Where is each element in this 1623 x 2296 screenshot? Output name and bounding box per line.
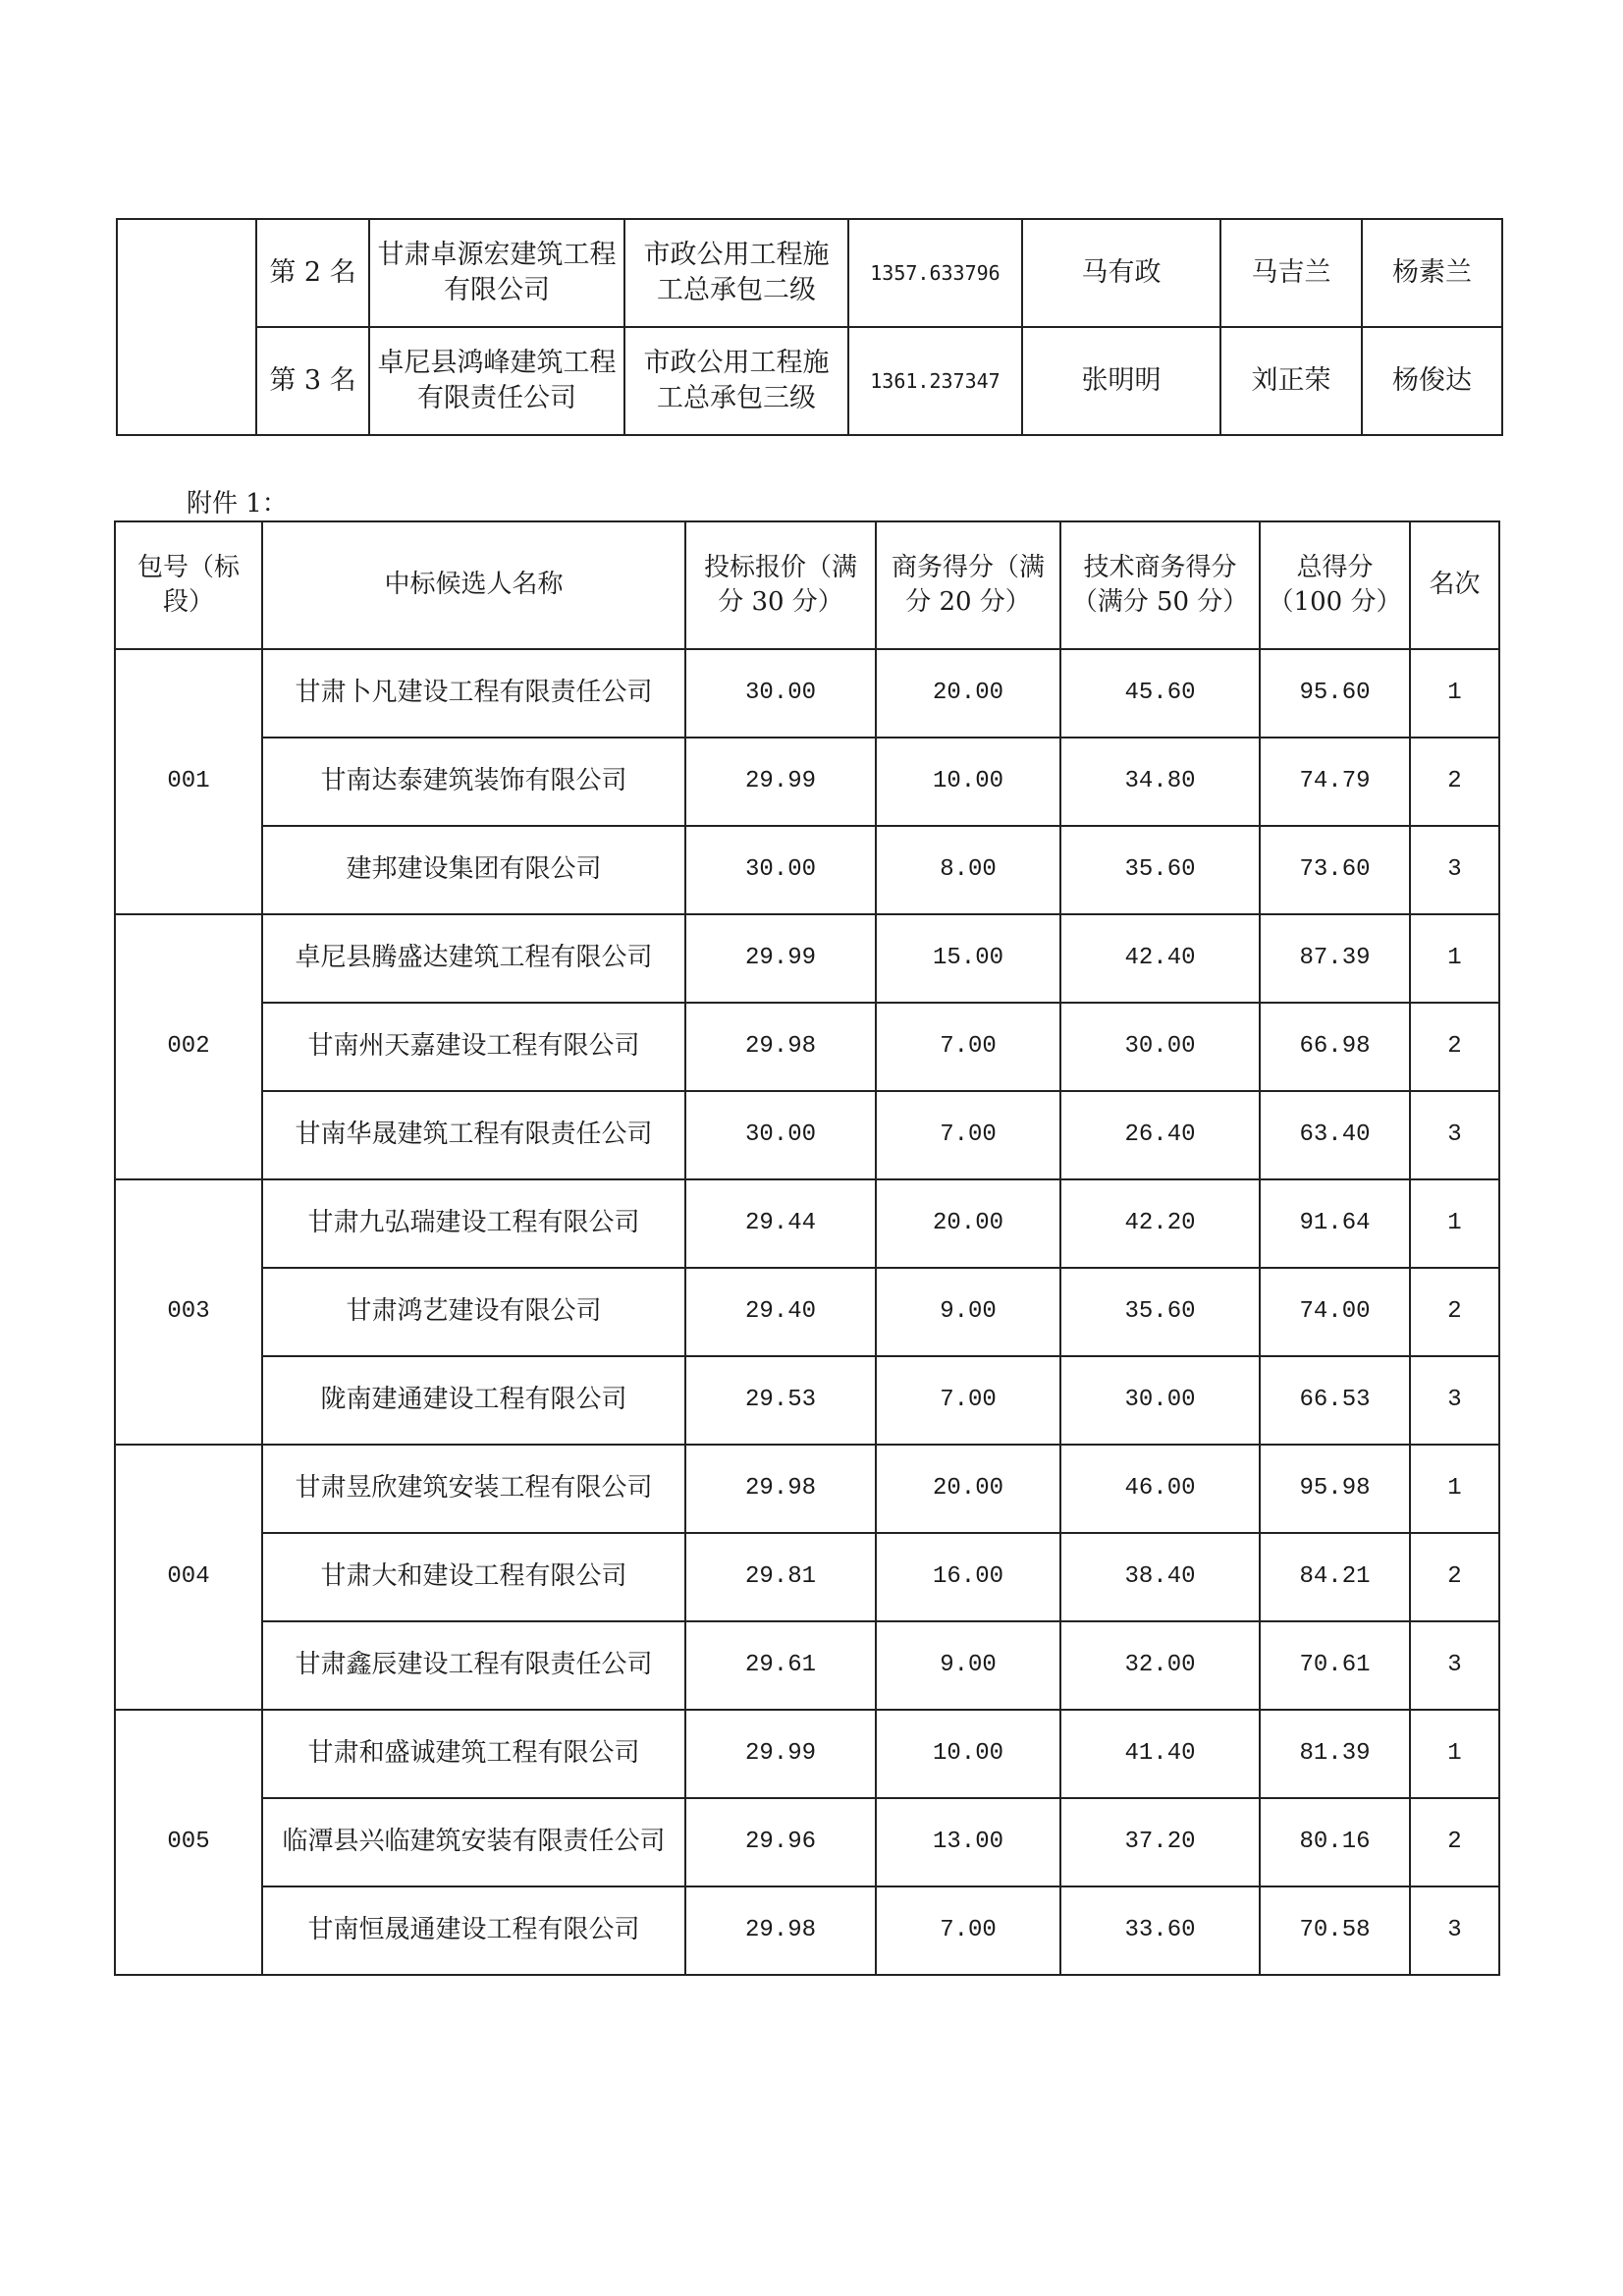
- bid-score-cell: 29.96: [685, 1798, 876, 1886]
- tech-score-cell: 33.60: [1060, 1886, 1260, 1975]
- total-score-cell: 91.64: [1260, 1179, 1410, 1268]
- summary-blank-cell: [117, 219, 256, 435]
- bid-score-cell: 29.44: [685, 1179, 876, 1268]
- rank-cell: 1: [1410, 1179, 1499, 1268]
- person-cell: 刘正荣: [1220, 327, 1362, 435]
- package-id-cell: 002: [115, 914, 262, 1179]
- rank-cell: 1: [1410, 1710, 1499, 1798]
- header-business: 商务得分（满分 20 分）: [876, 521, 1060, 649]
- tech-score-cell: 38.40: [1060, 1533, 1260, 1621]
- table-row: [115, 1091, 1499, 1179]
- business-score-cell: 7.00: [876, 1356, 1060, 1445]
- company-cell: 卓尼县鸿峰建筑工程有限责任公司: [369, 327, 624, 435]
- tech-score-cell: 45.60: [1060, 649, 1260, 738]
- tech-score-cell: 46.00: [1060, 1445, 1260, 1533]
- rank-cell: 3: [1410, 1091, 1499, 1179]
- header-tech: 技术商务得分（满分 50 分）: [1060, 521, 1260, 649]
- qualification-cell: 市政公用工程施工总承包二级: [624, 219, 848, 327]
- table-row: [115, 1268, 1499, 1356]
- business-score-cell: 7.00: [876, 1003, 1060, 1091]
- candidate-name-cell: 陇南建通建设工程有限公司: [262, 1356, 685, 1445]
- total-score-cell: 66.53: [1260, 1356, 1410, 1445]
- tech-score-cell: 41.40: [1060, 1710, 1260, 1798]
- total-score-cell: 74.00: [1260, 1268, 1410, 1356]
- candidate-name-cell: 甘肃九弘瑞建设工程有限公司: [262, 1179, 685, 1268]
- candidate-summary-table: [116, 218, 1503, 436]
- business-score-cell: 10.00: [876, 738, 1060, 826]
- person-cell: 马吉兰: [1220, 219, 1362, 327]
- total-score-cell: 87.39: [1260, 914, 1410, 1003]
- business-score-cell: 20.00: [876, 1179, 1060, 1268]
- tech-score-cell: 42.40: [1060, 914, 1260, 1003]
- rank-cell: 2: [1410, 1533, 1499, 1621]
- total-score-cell: 84.21: [1260, 1533, 1410, 1621]
- package-id-cell: 004: [115, 1445, 262, 1710]
- table-row: [115, 649, 1499, 738]
- rank-cell: 2: [1410, 738, 1499, 826]
- tech-score-cell: 32.00: [1060, 1621, 1260, 1710]
- business-score-cell: 15.00: [876, 914, 1060, 1003]
- candidate-name-cell: 甘肃鑫辰建设工程有限责任公司: [262, 1621, 685, 1710]
- person-cell: 杨俊达: [1362, 327, 1502, 435]
- tech-score-cell: 42.20: [1060, 1179, 1260, 1268]
- tech-score-cell: 35.60: [1060, 1268, 1260, 1356]
- attachment-label: 附件 1：: [187, 489, 288, 519]
- company-cell: 甘肃卓源宏建筑工程有限公司: [369, 219, 624, 327]
- rank-cell: 3: [1410, 826, 1499, 914]
- tech-score-cell: 30.00: [1060, 1356, 1260, 1445]
- tech-score-cell: 26.40: [1060, 1091, 1260, 1179]
- candidate-name-cell: 甘南恒晟通建设工程有限公司: [262, 1886, 685, 1975]
- rank-cell: 2: [1410, 1003, 1499, 1091]
- score-body: [115, 649, 1499, 1975]
- total-score-cell: 73.60: [1260, 826, 1410, 914]
- business-score-cell: 20.00: [876, 649, 1060, 738]
- bid-score-cell: 30.00: [685, 649, 876, 738]
- total-score-cell: 66.98: [1260, 1003, 1410, 1091]
- table-row: [115, 1886, 1499, 1975]
- package-id-cell: 003: [115, 1179, 262, 1445]
- bid-score-cell: 30.00: [685, 826, 876, 914]
- price-cell: 1357.633796: [848, 219, 1022, 327]
- bid-score-cell: 30.00: [685, 1091, 876, 1179]
- qualification-cell: 市政公用工程施工总承包三级: [624, 327, 848, 435]
- bid-score-cell: 29.99: [685, 738, 876, 826]
- total-score-cell: 63.40: [1260, 1091, 1410, 1179]
- candidate-name-cell: 卓尼县腾盛达建筑工程有限公司: [262, 914, 685, 1003]
- candidate-name-cell: 甘肃和盛诚建筑工程有限公司: [262, 1710, 685, 1798]
- candidate-name-cell: 甘肃卜凡建设工程有限责任公司: [262, 649, 685, 738]
- business-score-cell: 8.00: [876, 826, 1060, 914]
- total-score-cell: 70.61: [1260, 1621, 1410, 1710]
- total-score-cell: 70.58: [1260, 1886, 1410, 1975]
- table-row: [115, 1179, 1499, 1268]
- summary-row: [117, 219, 1502, 327]
- table-row: [115, 826, 1499, 914]
- business-score-cell: 20.00: [876, 1445, 1060, 1533]
- candidate-name-cell: 建邦建设集团有限公司: [262, 826, 685, 914]
- business-score-cell: 9.00: [876, 1268, 1060, 1356]
- candidate-name-cell: 甘肃昱欣建筑安装工程有限公司: [262, 1445, 685, 1533]
- business-score-cell: 7.00: [876, 1886, 1060, 1975]
- header-rank: 名次: [1410, 521, 1499, 649]
- total-score-cell: 74.79: [1260, 738, 1410, 826]
- business-score-cell: 16.00: [876, 1533, 1060, 1621]
- tech-score-cell: 37.20: [1060, 1798, 1260, 1886]
- header-bid: 投标报价（满分 30 分）: [685, 521, 876, 649]
- table-row: [115, 1621, 1499, 1710]
- bid-score-cell: 29.40: [685, 1268, 876, 1356]
- table-row: [115, 1445, 1499, 1533]
- business-score-cell: 10.00: [876, 1710, 1060, 1798]
- table-row: [115, 914, 1499, 1003]
- tech-score-cell: 35.60: [1060, 826, 1260, 914]
- candidate-name-cell: 甘肃大和建设工程有限公司: [262, 1533, 685, 1621]
- person-cell: 张明明: [1022, 327, 1220, 435]
- candidate-name-cell: 甘南华晟建筑工程有限责任公司: [262, 1091, 685, 1179]
- package-id-cell: 001: [115, 649, 262, 914]
- rank-cell: 第 3 名: [256, 327, 369, 435]
- total-score-cell: 80.16: [1260, 1798, 1410, 1886]
- header-name: 中标候选人名称: [262, 521, 685, 649]
- candidate-name-cell: 临潭县兴临建筑安装有限责任公司: [262, 1798, 685, 1886]
- score-header-row: [115, 521, 1499, 649]
- table-row: [115, 738, 1499, 826]
- bid-score-cell: 29.61: [685, 1621, 876, 1710]
- table-row: [115, 1710, 1499, 1798]
- bid-score-cell: 29.98: [685, 1445, 876, 1533]
- bid-score-cell: 29.81: [685, 1533, 876, 1621]
- person-cell: 马有政: [1022, 219, 1220, 327]
- table-row: [115, 1356, 1499, 1445]
- rank-cell: 1: [1410, 1445, 1499, 1533]
- candidate-name-cell: 甘南州天嘉建设工程有限公司: [262, 1003, 685, 1091]
- candidate-name-cell: 甘肃鸿艺建设有限公司: [262, 1268, 685, 1356]
- header-total: 总得分（100 分）: [1260, 521, 1410, 649]
- rank-cell: 3: [1410, 1621, 1499, 1710]
- tech-score-cell: 34.80: [1060, 738, 1260, 826]
- bid-score-cell: 29.53: [685, 1356, 876, 1445]
- rank-cell: 3: [1410, 1356, 1499, 1445]
- bid-score-cell: 29.98: [685, 1003, 876, 1091]
- business-score-cell: 7.00: [876, 1091, 1060, 1179]
- total-score-cell: 95.98: [1260, 1445, 1410, 1533]
- bid-score-cell: 29.98: [685, 1886, 876, 1975]
- rank-cell: 1: [1410, 914, 1499, 1003]
- rank-cell: 3: [1410, 1886, 1499, 1975]
- total-score-cell: 95.60: [1260, 649, 1410, 738]
- package-id-cell: 005: [115, 1710, 262, 1975]
- tech-score-cell: 30.00: [1060, 1003, 1260, 1091]
- rank-cell: 2: [1410, 1798, 1499, 1886]
- business-score-cell: 9.00: [876, 1621, 1060, 1710]
- person-cell: 杨素兰: [1362, 219, 1502, 327]
- summary-row: [117, 327, 1502, 435]
- rank-cell: 第 2 名: [256, 219, 369, 327]
- score-table: [114, 520, 1500, 1976]
- table-row: [115, 1003, 1499, 1091]
- candidate-name-cell: 甘南达泰建筑装饰有限公司: [262, 738, 685, 826]
- bid-score-cell: 29.99: [685, 1710, 876, 1798]
- bid-score-cell: 29.99: [685, 914, 876, 1003]
- business-score-cell: 13.00: [876, 1798, 1060, 1886]
- table-row: [115, 1533, 1499, 1621]
- rank-cell: 1: [1410, 649, 1499, 738]
- header-package: 包号（标段）: [115, 521, 262, 649]
- price-cell: 1361.237347: [848, 327, 1022, 435]
- total-score-cell: 81.39: [1260, 1710, 1410, 1798]
- table-row: [115, 1798, 1499, 1886]
- rank-cell: 2: [1410, 1268, 1499, 1356]
